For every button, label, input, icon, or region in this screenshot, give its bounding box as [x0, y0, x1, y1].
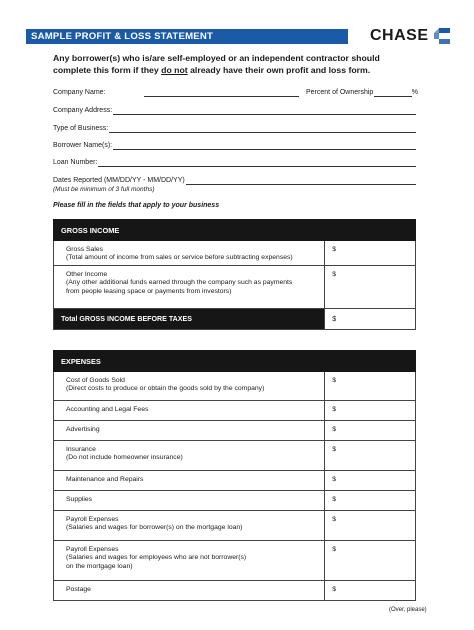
instruction-note: Please fill in the fields that apply to your business	[53, 202, 220, 209]
amount-cell[interactable]	[325, 471, 416, 491]
company-name-line[interactable]	[144, 88, 299, 97]
dates-reported-field[interactable]	[53, 176, 416, 185]
chase-logo	[370, 25, 450, 47]
loan-number-field[interactable]	[53, 158, 416, 167]
row-title: Postage	[66, 586, 91, 593]
row-description: (Direct costs to produce or obtain the goods sold by the company)	[66, 385, 265, 393]
form-title-bar	[26, 29, 348, 44]
row-label	[54, 491, 325, 511]
table-row	[54, 241, 416, 266]
table-row	[54, 266, 416, 309]
intro-line-2-post: already have their own profit and loss form.	[187, 64, 371, 75]
table-row	[54, 441, 416, 471]
row-description: on the mortgage loan)	[66, 562, 133, 570]
row-title: Accounting and Legal Fees	[66, 406, 149, 413]
currency-symbol: $	[332, 496, 337, 503]
row-label	[54, 511, 325, 541]
company-name-label: Company Name:	[53, 89, 106, 96]
currency-symbol: $	[332, 377, 337, 384]
currency-symbol: $	[332, 426, 337, 433]
row-label	[54, 471, 325, 491]
table-row	[54, 511, 416, 541]
table-row	[54, 471, 416, 491]
intro-underlined: do not	[161, 64, 188, 75]
intro-text	[53, 53, 413, 76]
amount-cell[interactable]	[325, 541, 416, 581]
gross-income-table	[53, 219, 416, 330]
row-title: Maintenance and Repairs	[66, 476, 144, 483]
currency-symbol: $	[332, 406, 337, 413]
expenses-header-row	[54, 351, 416, 372]
form-title: SAMPLE PROFIT & LOSS STATEMENT	[31, 31, 214, 42]
expenses-header: EXPENSES	[54, 351, 416, 372]
loan-number-line[interactable]	[98, 158, 416, 167]
gross-income-header: GROSS INCOME	[54, 220, 416, 241]
row-label	[54, 266, 325, 309]
total-label: Total GROSS INCOME BEFORE TAXES	[54, 309, 325, 330]
expenses-table	[53, 350, 416, 601]
row-description: (Any other additional funds earned through the company such as payments	[66, 279, 293, 287]
table-row	[54, 372, 416, 401]
table-row	[54, 401, 416, 421]
footer-note: (Over, please)	[389, 607, 427, 613]
currency-symbol: $	[332, 546, 337, 553]
row-label	[54, 441, 325, 471]
currency-symbol: $	[332, 446, 337, 453]
months-note: (Must be minimum of 3 full months)	[53, 186, 155, 193]
intro-line-1: Any borrower(s) who is/are self-employed or an independent contractor should	[53, 53, 380, 63]
borrower-names-field[interactable]	[53, 141, 416, 150]
borrower-names-line[interactable]	[113, 141, 416, 150]
row-title: Payroll Expenses	[66, 516, 119, 523]
type-of-business-label: Type of Business:	[53, 125, 109, 132]
amount-cell[interactable]	[325, 421, 416, 441]
dates-reported-label: Dates Reported (MM/DD/YY - MM/DD/YY)	[53, 177, 185, 184]
row-label	[54, 541, 325, 581]
borrower-names-label: Borrower Name(s):	[53, 142, 113, 149]
company-address-line[interactable]	[113, 106, 416, 115]
table-row	[54, 421, 416, 441]
amount-cell[interactable]	[325, 581, 416, 601]
row-label	[54, 581, 325, 601]
chase-octagon-icon	[434, 28, 450, 44]
currency-symbol: $	[332, 516, 337, 523]
percent-sign: %	[411, 89, 418, 96]
row-title: Supplies	[66, 496, 93, 503]
row-description: (Salaries and wages for borrower(s) on the mortgage loan)	[66, 524, 243, 532]
row-title: Insurance	[66, 446, 96, 453]
company-address-label: Company Address:	[53, 107, 113, 114]
row-title: Payroll Expenses	[66, 546, 119, 553]
row-label	[54, 401, 325, 421]
row-description: from people leasing space or payments from investors)	[66, 287, 232, 295]
loan-number-label: Loan Number:	[53, 159, 98, 166]
amount-cell[interactable]	[325, 401, 416, 421]
row-title: Advertising	[66, 426, 100, 433]
amount-cell[interactable]	[325, 266, 416, 309]
row-title: Cost of Goods Sold	[66, 377, 125, 384]
type-of-business-line[interactable]	[109, 124, 416, 133]
logo-text: CHASE	[370, 27, 429, 44]
row-label	[54, 421, 325, 441]
amount-cell[interactable]	[325, 441, 416, 471]
total-row	[54, 309, 416, 330]
percent-ownership-field[interactable]	[306, 88, 418, 97]
type-of-business-field[interactable]	[53, 124, 416, 133]
gross-income-header-row	[54, 220, 416, 241]
percent-ownership-label: Percent of Ownership	[306, 89, 374, 96]
company-address-field[interactable]	[53, 106, 416, 115]
currency-symbol: $	[332, 476, 337, 483]
table-row	[54, 541, 416, 581]
row-description: (Do not include homeowner insurance)	[66, 454, 183, 462]
row-label	[54, 241, 325, 266]
row-title: Other Income	[66, 271, 108, 278]
table-row	[54, 491, 416, 511]
row-description: (Salaries and wages for employees who are not borrower(s)	[66, 554, 247, 562]
currency-symbol: $	[332, 271, 337, 278]
company-name-field[interactable]	[53, 88, 299, 97]
table-row	[54, 581, 416, 601]
currency-symbol: $	[332, 315, 337, 323]
intro-line-2-pre: complete this form if they	[53, 64, 162, 75]
amount-cell[interactable]	[325, 511, 416, 541]
row-description: (Total amount of income from sales or service before subtracting expenses)	[66, 254, 293, 262]
row-label	[54, 372, 325, 401]
row-title: Gross Sales	[66, 246, 104, 253]
currency-symbol: $	[332, 246, 337, 253]
total-amount-cell[interactable]	[325, 309, 416, 330]
amount-cell[interactable]	[325, 241, 416, 266]
currency-symbol: $	[332, 586, 337, 593]
amount-cell[interactable]	[325, 372, 416, 401]
intro-line-2	[53, 65, 413, 77]
percent-ownership-line[interactable]	[374, 88, 411, 97]
amount-cell[interactable]	[325, 491, 416, 511]
dates-reported-line[interactable]	[186, 176, 416, 185]
